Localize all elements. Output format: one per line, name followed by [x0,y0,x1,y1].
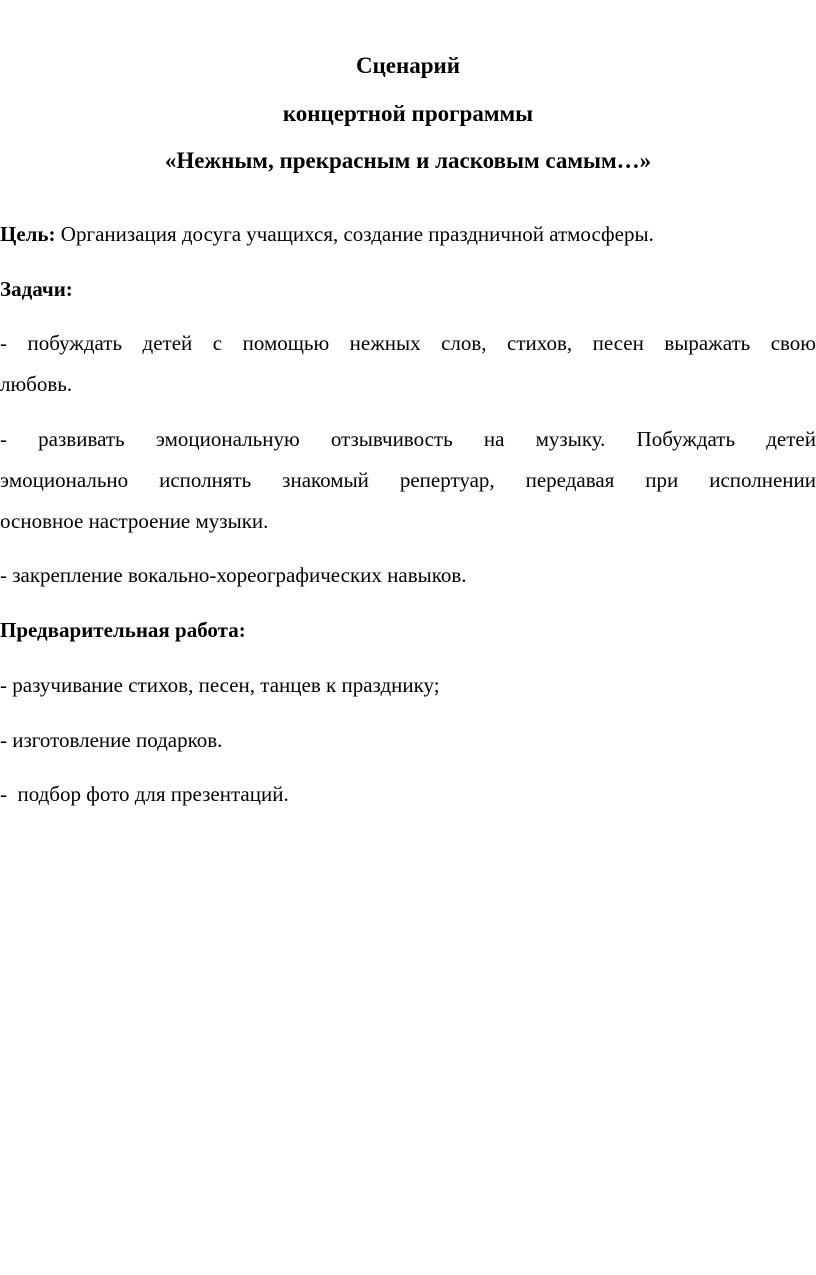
task-3: - закрепление вокально-хореографических навыков. [0,563,467,587]
preparation-item-3: - подбор фото для презентаций. [0,782,289,806]
preparation-item-2: - изготовление подарков. [0,728,223,752]
task-1-line-2: любовь. [0,372,73,396]
task-1-line-1: - побуждать детей с помощью нежных слов, стихов, песен выражать свою [0,331,816,355]
preparation-heading: Предварительная работа: [0,618,246,642]
task-2-line-2: эмоционально исполнять знакомый репертуар, передавая при исполнении [0,468,816,492]
title-line-2: концертной программы [282,101,534,126]
goal-text: Организация досуга учащихся, создание праздничной атмосферы. [55,222,654,246]
tasks-heading: Задачи: [0,277,73,301]
goal-paragraph [0,221,816,247]
goal-label: Цель: [0,222,56,246]
task-2-line-3: основное настроение музыки. [0,509,269,533]
title-line-1: Сценарий [355,53,461,78]
preparation-item-1: - разучивание стихов, песен, танцев к празднику; [0,673,440,697]
title-line-3: «Нежным, прекрасным и ласковым самым…» [164,148,652,173]
task-2-line-1: - развивать эмоциональную отзывчивость на музыку. Побуждать детей [0,427,816,451]
